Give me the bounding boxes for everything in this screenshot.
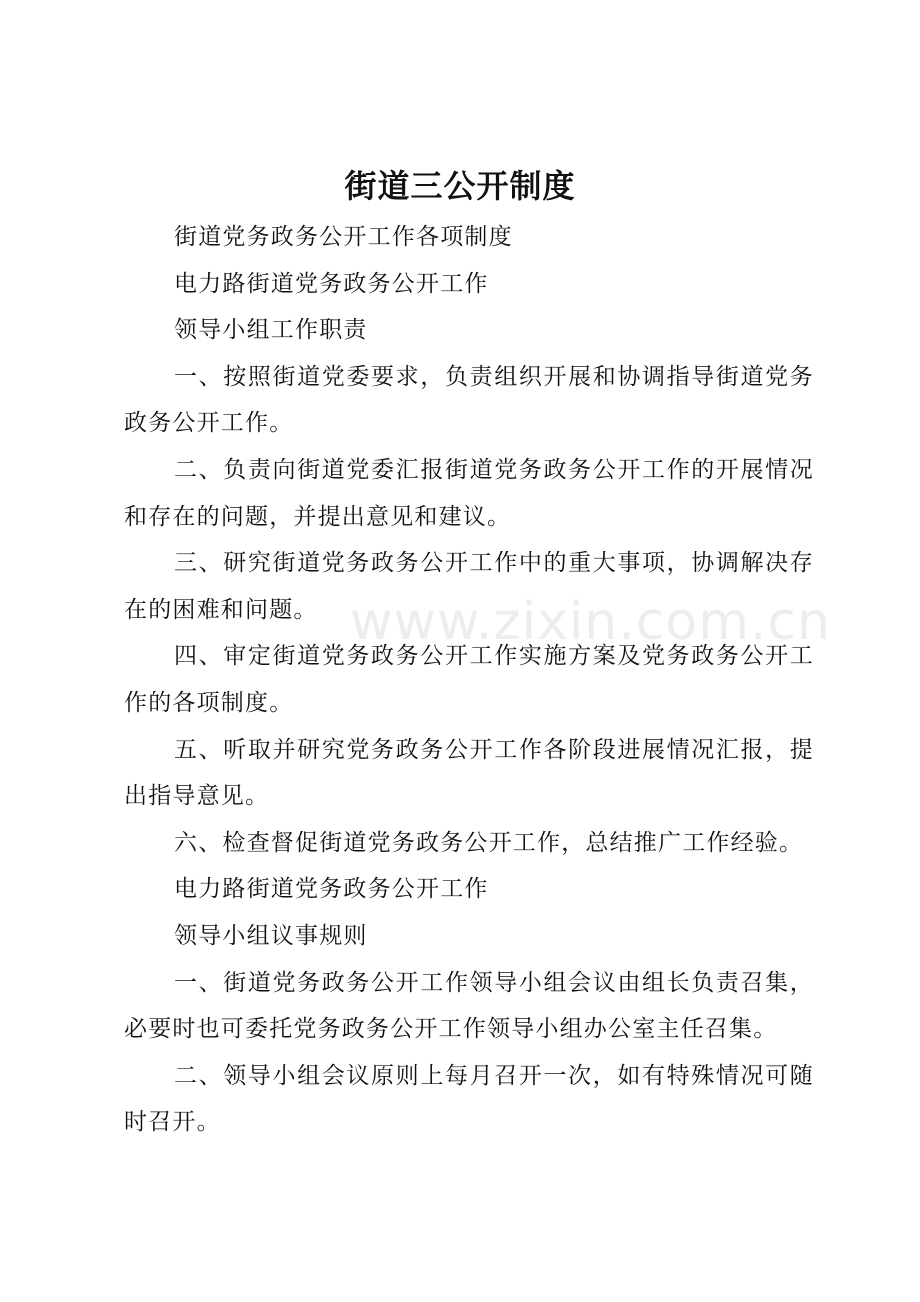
paragraph-duty-1: 一、按照街道党委要求，负责组织开展和协调指导街道党务政务公开工作。 [124,363,814,437]
paragraph-duty-2: 二、负责向街道党委汇报街道党务政务公开工作的开展情况和存在的问题，并提出意见和建议。 [124,456,814,530]
document-body [124,214,814,1146]
paragraph-duty-5: 五、听取并研究党务政务公开工作各阶段进展情况汇报，提出指导意见。 [124,736,814,810]
paragraph-duty-3: 三、研究街道党务政务公开工作中的重大事项，协调解决存在的困难和问题。 [124,550,814,623]
paragraph-rule-1: 一、街道党务政务公开工作领导小组会议由组长负责召集，必要时也可委托党务政务公开工作领导小组办公室主任召集。 [124,969,814,1043]
paragraph-heading-1: 街道党务政务公开工作各项制度 [174,224,513,250]
paragraph-duty-4: 四、审定街道党务政务公开工作实施方案及党务政务公开工作的各项制度。 [124,643,814,716]
document-title: 街道三公开制度 [344,167,576,205]
paragraph-heading-4: 电力路街道党务政务公开工作 [174,876,489,903]
paragraph-heading-2: 电力路街道党务政务公开工作 [174,270,489,297]
paragraph-rule-2: 二、领导小组会议原则上每月召开一次，如有特殊情况可随时召开。 [124,1062,814,1136]
paragraph-duty-6: 六、检查督促街道党务政务公开工作，总结推广工作经验。 [174,829,804,856]
paragraph-heading-5: 领导小组议事规则 [174,922,368,949]
paragraph-heading-3: 领导小组工作职责 [174,317,368,344]
watermark-text: www.zixin.com.cn [350,592,831,652]
